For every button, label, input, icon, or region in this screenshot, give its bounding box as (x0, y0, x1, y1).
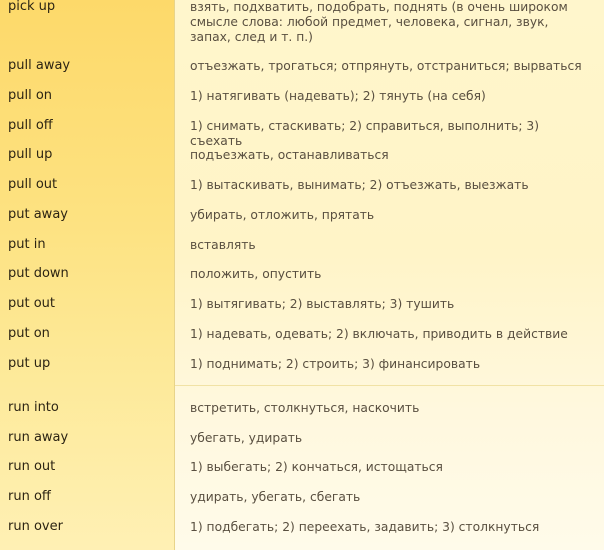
term: pull out (8, 177, 58, 192)
term: run out (8, 459, 56, 474)
term: pull on (8, 88, 53, 103)
definition: убирать, отложить, прятать (190, 208, 375, 222)
definition: отъезжать, трогаться; отпрянуть, отстраниться; вырваться (190, 59, 582, 73)
definition: 1) натягивать (надевать); 2) тянуть (на себя) (190, 89, 486, 103)
term: run away (8, 430, 69, 445)
term: pull off (8, 118, 53, 133)
term: pick up (8, 0, 56, 14)
definition: 1) вытаскивать, вынимать; 2) отъезжать, выезжать (190, 178, 529, 192)
term: put away (8, 207, 68, 222)
term: put on (8, 326, 50, 341)
term: run over (8, 519, 63, 534)
definition: 1) вытягивать; 2) выставлять; 3) тушить (190, 297, 455, 311)
definition: вставлять (190, 238, 256, 252)
definition: 1) выбегать; 2) кончаться, истощаться (190, 460, 443, 474)
definition: 1) поднимать; 2) строить; 3) финансировать (190, 357, 481, 371)
definition: 1) надевать, одевать; 2) включать, приводить в действие (190, 327, 568, 341)
section-divider (175, 385, 604, 386)
term: put down (8, 266, 69, 281)
definition: удирать, убегать, сбегать (190, 490, 361, 504)
definition: подъезжать, останавливаться (190, 148, 389, 162)
term: pull away (8, 58, 71, 73)
term: pull up (8, 147, 53, 162)
column-divider (174, 0, 175, 550)
definition: 1) снимать, стаскивать; 2) справиться, выполнить; 3) съехать (190, 119, 540, 148)
definition: 1) подбегать; 2) переехать, задавить; 3) столкнуться (190, 520, 540, 534)
definition: встретить, столкнуться, наскочить (190, 401, 420, 415)
definition: убегать, удирать (190, 431, 303, 445)
term: run off (8, 489, 51, 504)
term: put up (8, 356, 51, 371)
term: run into (8, 400, 59, 415)
definition: взять, подхватить, подобрать, поднять (в очень широком смысле слова: любой предмет, человека, сигнал, звук, запах, след и т. п.) (190, 0, 568, 44)
term: put in (8, 237, 46, 252)
term: put out (8, 296, 56, 311)
definition: положить, опустить (190, 267, 322, 281)
